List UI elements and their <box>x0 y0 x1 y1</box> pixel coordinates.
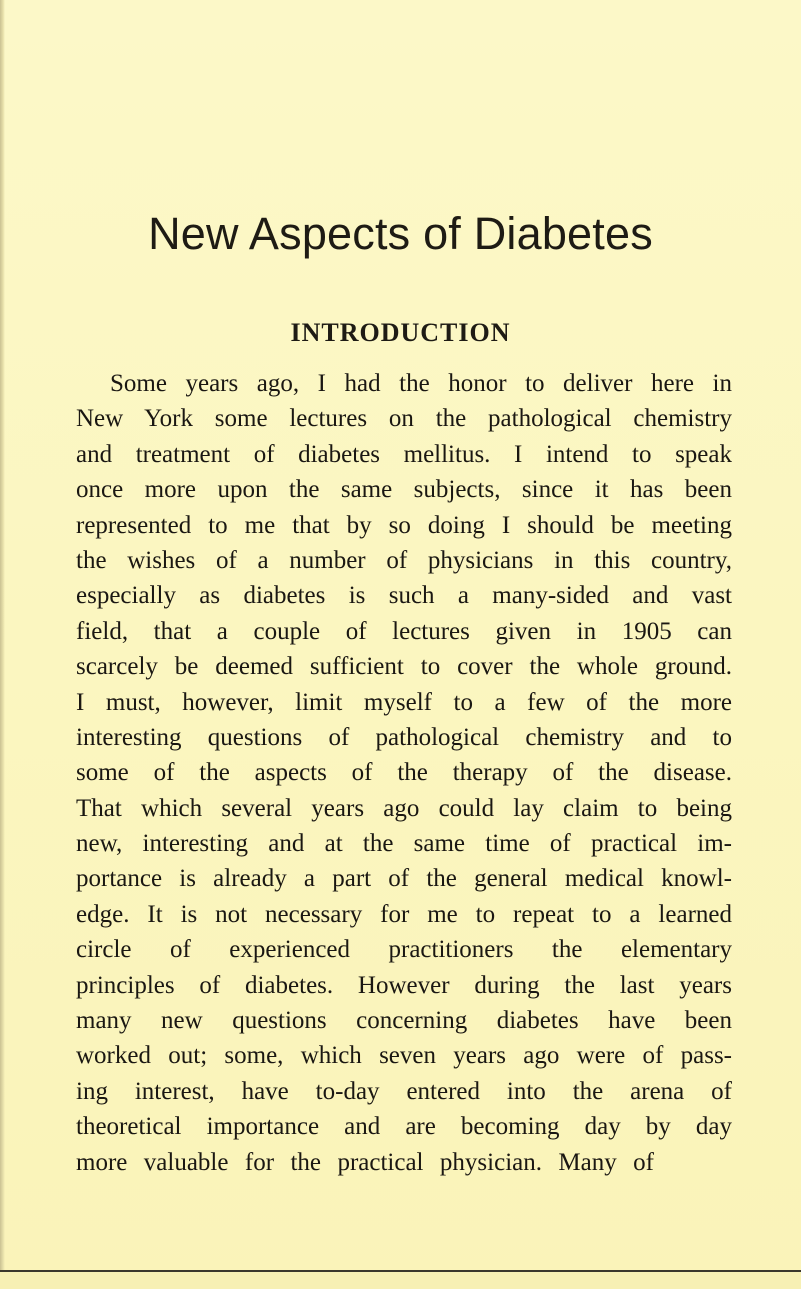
text-line: the wishes of a number of physicians in this country, <box>76 546 732 574</box>
text-line: ing interest, have to-day entered into the arena of <box>76 1077 732 1105</box>
text-line: some of the aspects of the therapy of the disease. <box>76 759 732 787</box>
text-line: edge. It is not necessary for me to repeat to a learned <box>76 900 732 928</box>
text-line: interesting questions of pathological chemistry and to <box>76 723 732 751</box>
page-title: New Aspects of Diabetes <box>148 208 653 259</box>
text-line: field, that a couple of lectures given in 1905 can <box>76 617 732 645</box>
page-gutter-shadow <box>0 0 5 1287</box>
text-line: Some years ago, I had the honor to deliver here in <box>110 370 732 397</box>
text-line: That which several years ago could lay claim to being <box>76 794 732 822</box>
page-bottom-edge <box>0 1270 801 1289</box>
text-line: portance is already a part of the general medical knowl- <box>76 865 732 893</box>
text-line: new, interesting and at the same time of practical im- <box>76 830 732 858</box>
text-line: scarcely be deemed sufficient to cover the whole ground. <box>76 653 732 681</box>
section-heading: INTRODUCTION <box>290 318 511 347</box>
body-paragraph <box>76 366 732 1180</box>
text-line: represented to me that by so doing I should be meeting <box>76 511 732 539</box>
text-line: more valuable for the practical physician. Many of <box>76 1148 654 1176</box>
text-line: circle of experienced practitioners the elementary <box>76 936 732 964</box>
text-line: I must, however, limit myself to a few of the more <box>76 688 732 716</box>
text-line: especially as diabetes is such a many-sided and vast <box>76 582 732 610</box>
text-line: once more upon the same subjects, since it has been <box>76 476 732 504</box>
text-line: principles of diabetes. However during the last years <box>76 971 732 999</box>
text-line: and treatment of diabetes mellitus. I intend to speak <box>76 440 732 468</box>
text-line: many new questions concerning diabetes have been <box>76 1007 732 1035</box>
text-line: worked out; some, which seven years ago were of pass- <box>76 1042 732 1070</box>
text-line: theoretical importance and are becoming day by day <box>76 1113 732 1141</box>
text-line: New York some lectures on the pathological chemistry <box>76 405 732 433</box>
